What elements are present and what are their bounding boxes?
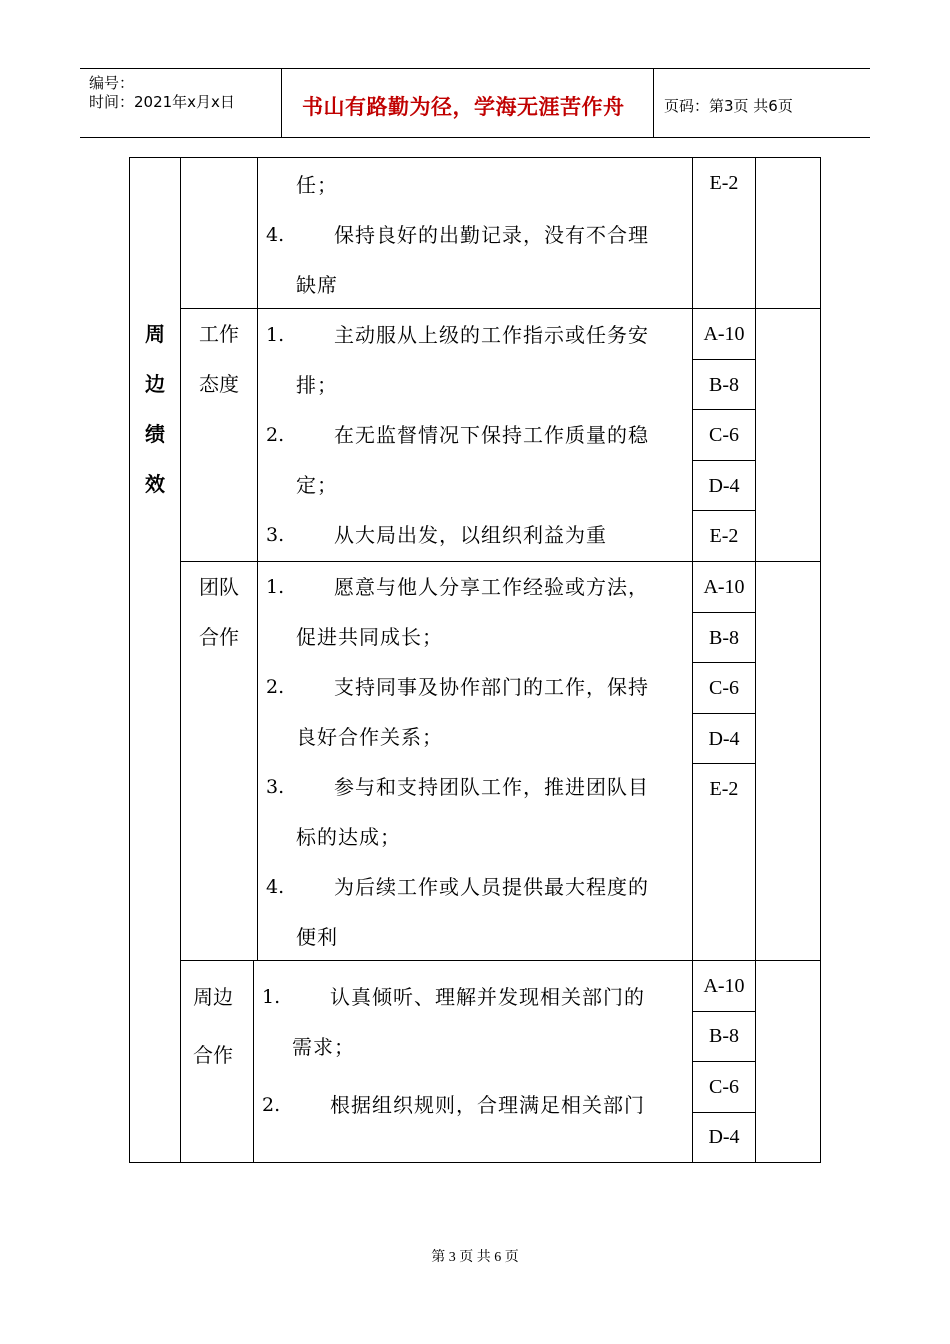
item-number: 1. [262, 986, 281, 1008]
table-border-left [129, 157, 130, 1163]
header-motto-cell [282, 69, 654, 137]
category-char: 周 [145, 322, 165, 346]
item-text: 需求； [292, 1035, 355, 1059]
category-char: 绩 [145, 422, 165, 446]
item-text: 支持同事及协作部门的工作，保持 [334, 675, 649, 699]
item-number: 4. [266, 876, 285, 898]
item-text: 标的达成； [296, 825, 401, 849]
table-border-bottom [129, 1162, 821, 1163]
item-text: 保持良好的出勤记录，没有不合理 [334, 223, 649, 247]
subcategory-line: 工作 [199, 322, 239, 346]
grade-b: B-8 [709, 1025, 739, 1047]
motto: 书山有路勤为径，学海无涯苦作舟 [302, 95, 625, 119]
grade-e: E-2 [709, 172, 739, 194]
subcategory-work-attitude [184, 309, 254, 409]
subcategory-line: 合作 [193, 1043, 233, 1067]
grade-a: A-10 [703, 323, 745, 345]
grade-a: A-10 [703, 975, 745, 997]
grade-c: C-6 [709, 424, 739, 446]
item-text: 参与和支持团队工作，推进团队目 [334, 775, 649, 799]
grade-d: D-4 [708, 728, 740, 750]
item-text: 从大局出发，以组织利益为重 [334, 523, 607, 547]
item-text: 主动服从上级的工作指示或任务安 [334, 323, 649, 347]
page-footer: 第 3 页 共 6 页 [431, 1250, 519, 1265]
item-number: 2. [262, 1094, 281, 1116]
item-text: 排； [296, 373, 338, 397]
subcategory-peripheral-cooperation [178, 972, 248, 1080]
category-char: 效 [145, 472, 165, 496]
item-text: 愿意与他人分享工作经验或方法， [334, 575, 649, 599]
page-info: 页码：第3页 共6页 [664, 97, 793, 115]
grade-b: B-8 [709, 374, 739, 396]
grade-c: C-6 [709, 677, 739, 699]
col-line-subcategory-2 [253, 960, 254, 1163]
grade-e: E-2 [709, 778, 739, 800]
item-text: 在无监督情况下保持工作质量的稳 [334, 423, 649, 447]
item-number: 3. [266, 776, 285, 798]
item-number: 4. [266, 224, 285, 246]
header-meta-cell [80, 69, 282, 137]
item-number: 3. [266, 524, 285, 546]
subcategory-line: 合作 [199, 625, 239, 649]
subcategory-line: 态度 [199, 372, 239, 396]
grade-d: D-4 [708, 1126, 740, 1148]
category-char: 边 [145, 372, 165, 396]
item-text: 良好合作关系； [296, 725, 443, 749]
header-page-cell [654, 69, 870, 137]
subcategory-line: 团队 [199, 575, 239, 599]
col-line-subcategory [257, 157, 258, 960]
item-text: 便利 [296, 925, 338, 949]
grade-a: A-10 [703, 576, 745, 598]
item-text: 根据组织规则，合理满足相关部门 [330, 1093, 645, 1117]
item-text: 为后续工作或人员提供最大程度的 [334, 875, 649, 899]
subcategory-line: 周边 [193, 985, 233, 1009]
item-text: 定； [296, 473, 338, 497]
item-number: 2. [266, 424, 285, 446]
item-text: 任； [296, 173, 338, 197]
grade-b: B-8 [709, 627, 739, 649]
category-label [130, 309, 180, 509]
item-number: 1. [266, 576, 285, 598]
grade-c: C-6 [709, 1076, 739, 1098]
item-text: 缺席 [296, 273, 338, 297]
subcategory-teamwork [184, 562, 254, 662]
item-text: 促进共同成长； [296, 625, 443, 649]
item-number: 1. [266, 324, 285, 346]
item-text: 认真倾听、理解并发现相关部门的 [330, 985, 645, 1009]
grade-d: D-4 [708, 475, 740, 497]
serial-label: 编号： [89, 74, 135, 92]
item-number: 2. [266, 676, 285, 698]
grade-e: E-2 [709, 525, 739, 547]
page-header [80, 68, 870, 138]
date-label: 时间：2021年x月x日 [89, 93, 235, 111]
